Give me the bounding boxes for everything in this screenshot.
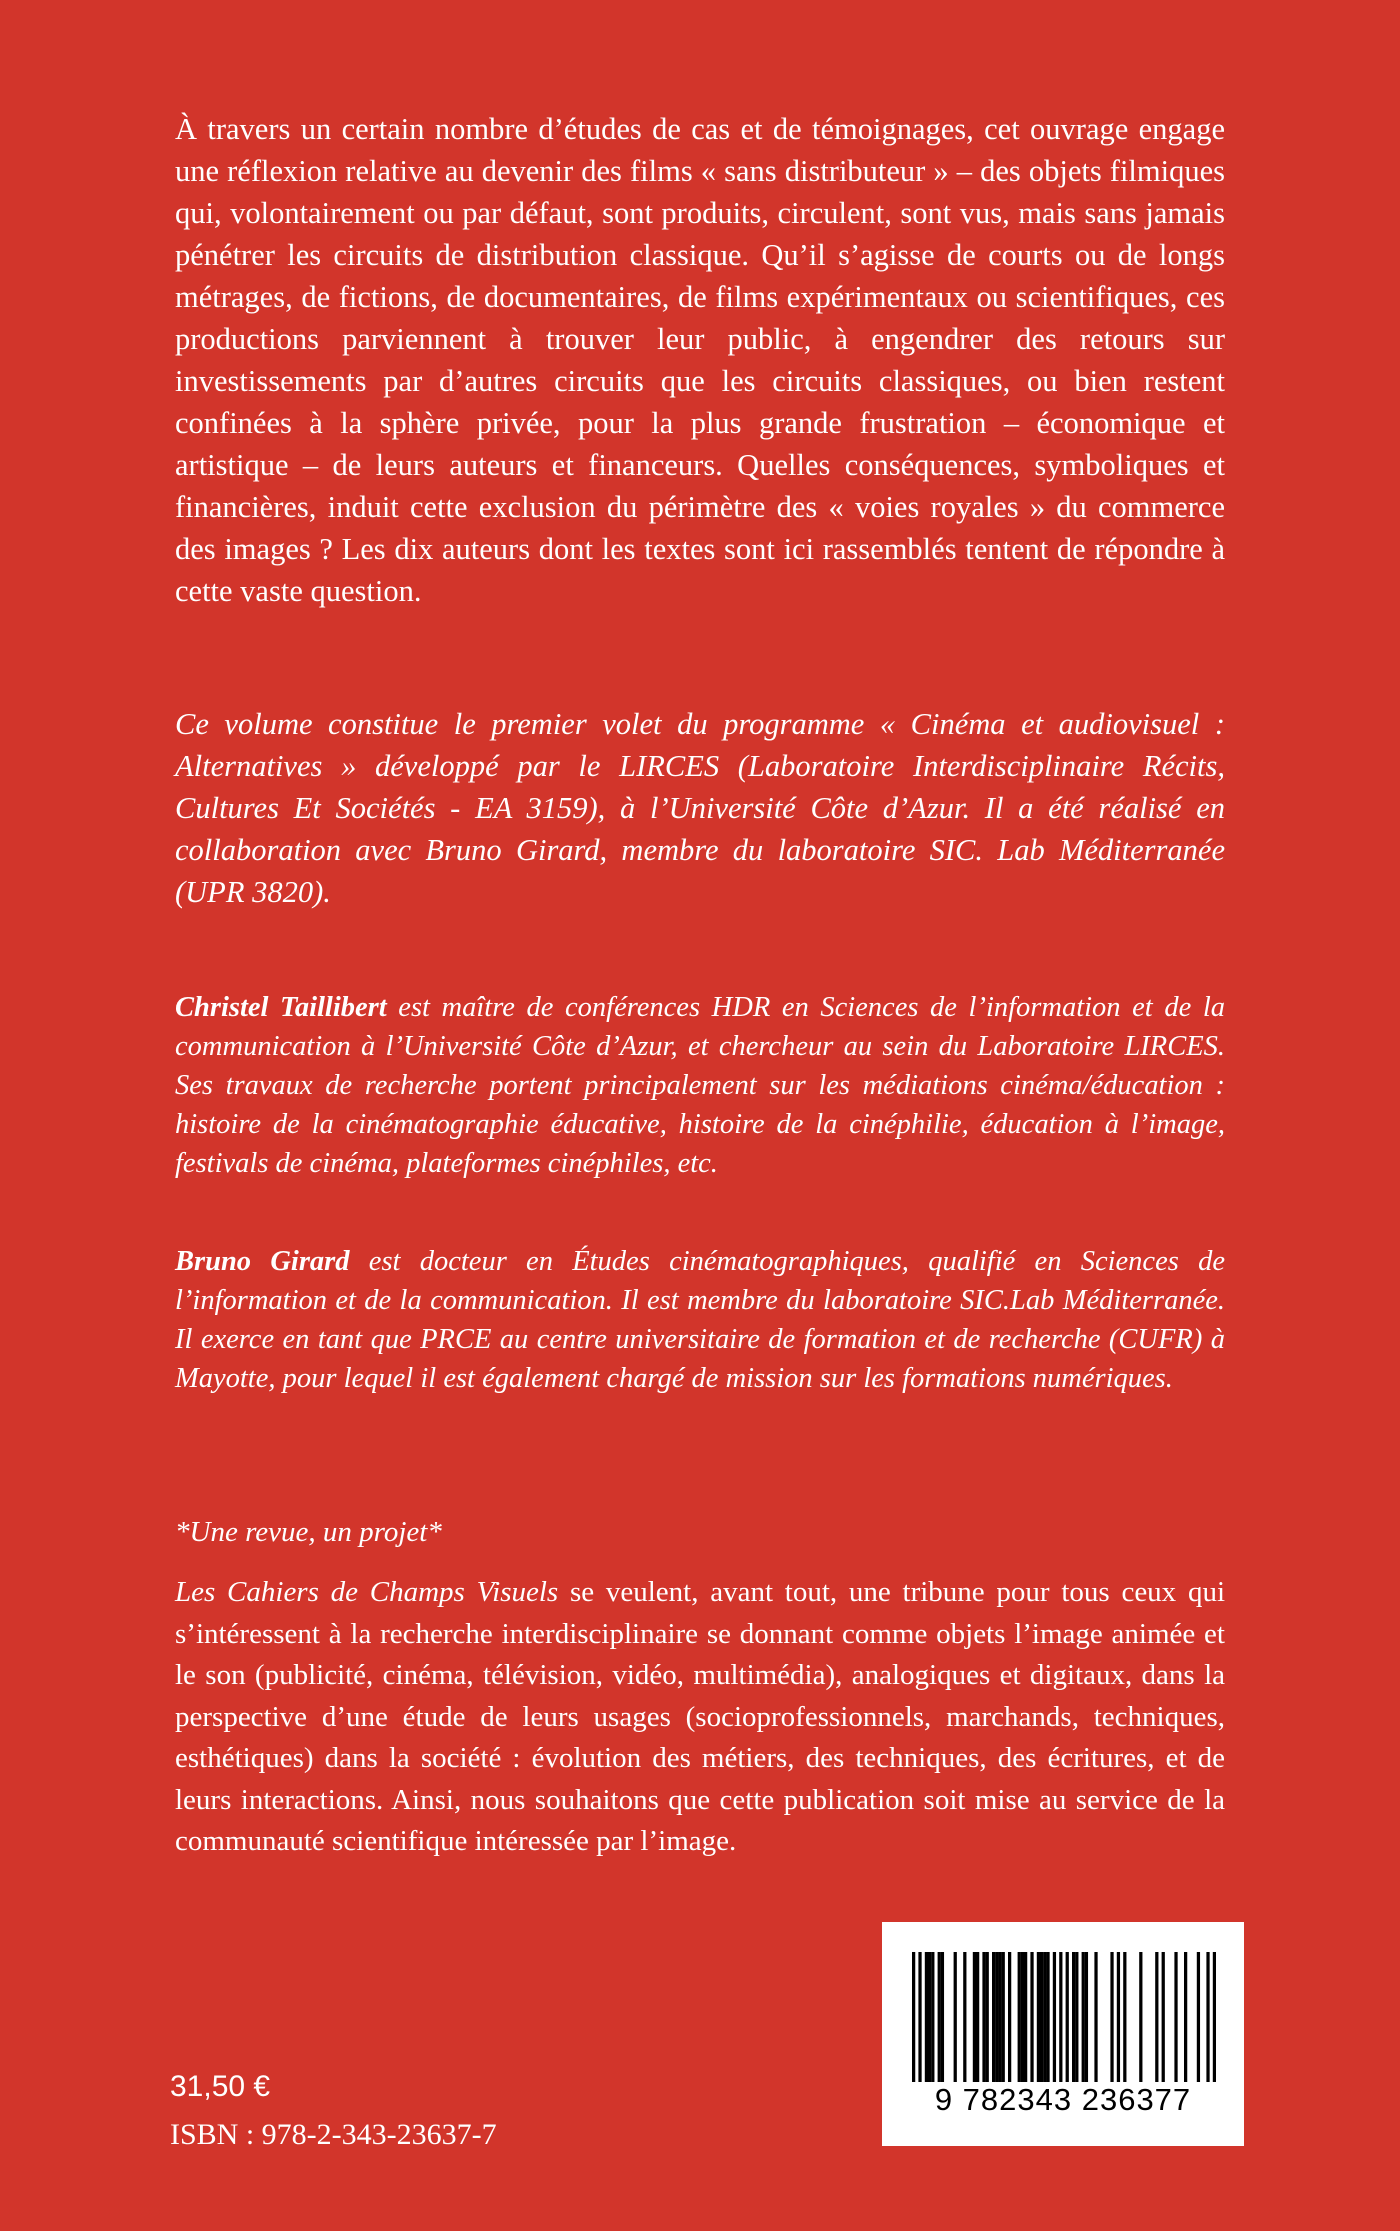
barcode-bar [931, 1952, 934, 2082]
author-name: Bruno Girard [175, 1246, 350, 1277]
barcode-bar [1094, 1952, 1097, 2082]
barcode-bar [992, 1952, 995, 2082]
author-bio-text: est maître de conférences HDR en Sciences de l’information et de la communication à l’Université Côte d’Azur, et chercheur au sein du Laboratoire LIRCES. Ses travaux de recherche portent principalement sur les médiations cinéma/éducation : histoire de la cinématographie éducative, histoire de la cinéphilie, éducation à l’image, festivals de cinéma, plateformes cinéphiles, etc. [175, 992, 1225, 1179]
barcode-bar [1046, 1952, 1049, 2082]
barcode-bar [1184, 1952, 1187, 2082]
author-bio [175, 988, 1225, 1183]
barcode-panel [882, 1922, 1244, 2146]
barcode-bar [1082, 1952, 1085, 2082]
barcode-bar [1040, 1952, 1043, 2082]
barcode-bar [1002, 1952, 1005, 2082]
journal-name: Les Cahiers de Champs Visuels [175, 1576, 559, 1608]
barcode-bar [986, 1952, 989, 2082]
barcode-bar [982, 1952, 985, 2082]
barcode-bar [925, 1952, 928, 2082]
barcode-bar [1059, 1952, 1062, 2082]
barcode-bar [1110, 1952, 1113, 2082]
barcode-bar [1072, 1952, 1075, 2082]
barcode-bar [938, 1952, 941, 2082]
barcode-bar [1037, 1952, 1040, 2082]
intro-paragraph: À travers un certain nombre d’études de cas et de témoignages, cet ouvrage engage une réflexion relative au devenir des films « sans distributeur » – des objets filmiques qui, volontairement ou par défaut, sont produits, circulent, sont vus, mais sans jamais pénétrer les circuits de distribution classique. Qu’il s’agisse de courts ou de longs métrages, de fictions, de documentaires, de films expérimentaux ou scientifiques, ces productions parviennent à trouver leur public, à engendrer des retours sur investissements par d’autres circuits que les circuits classiques, ou bien restent confinées à la sphère privée, pour la plus grande frustration – économique et artistique – de leurs auteurs et financeurs. Quelles conséquences, symboliques et financières, induit cette exclusion du périmètre des « voies royales » du commerce des images ? Les dix auteurs dont les textes sont ici rassemblés tentent de répondre à cette vaste question. [175, 112, 1225, 608]
barcode-bar [976, 1952, 979, 2082]
barcode-bar [1066, 1952, 1069, 2082]
barcode-bar [1139, 1952, 1142, 2082]
barcode-bar [1008, 1952, 1011, 2082]
price: 31,50 € [170, 2070, 271, 2103]
barcode-bar [1030, 1952, 1033, 2082]
barcode-bar [1123, 1952, 1126, 2082]
barcode-bar [1075, 1952, 1078, 2082]
barcode-bar [928, 1952, 931, 2082]
barcode-bar [973, 1952, 976, 2082]
barcode-bar [998, 1952, 1001, 2082]
author-bio-text: est docteur en Études cinématographiques, qualifié en Sciences de l’information et de la communication. Il est membre du laboratoire SIC.Lab Méditerranée. Il exerce en tant que PRCE au centre universitaire de formation et de recherche (CUFR) à Mayotte, pour lequel il est également chargé de mission sur les formations numériques. [175, 1246, 1225, 1394]
barcode-bar [1206, 1952, 1209, 2082]
revue-description [175, 1572, 1225, 1863]
barcode-bar [1043, 1952, 1046, 2082]
isbn: ISBN : 978-2-343-23637-7 [170, 2118, 497, 2151]
author-name: Christel Taillibert [175, 992, 387, 1023]
barcode-bar [1085, 1952, 1088, 2082]
barcode [912, 1952, 1216, 2082]
barcode-bar [954, 1952, 957, 2082]
barcode-bar [1021, 1952, 1024, 2082]
barcode-bar [1155, 1952, 1158, 2082]
barcode-bar [963, 1952, 966, 2082]
barcode-bar [1117, 1952, 1120, 2082]
barcode-bar [1162, 1952, 1165, 2082]
barcode-bar [1174, 1952, 1177, 2082]
author-bio [175, 1242, 1225, 1398]
revue-heading: *Une revue, un projet* [175, 1516, 442, 1548]
barcode-bar [941, 1952, 944, 2082]
barcode-bar [918, 1952, 921, 2082]
barcode-bar [1024, 1952, 1027, 2082]
barcode-bar [995, 1952, 998, 2082]
barcode-bar [1018, 1952, 1021, 2082]
barcode-bar [1197, 1952, 1200, 2082]
volume-note: Ce volume constitue le premier volet du programme « Cinéma et audiovisuel : Alternatives » développé par le LIRCES (Laboratoire Interdisciplinaire Récits, Cultures Et Sociétés - EA 3159), à l’Université Côte d’Azur. Il a été réalisé en collaboration avec Bruno Girard, membre du laboratoire SIC. Lab Méditerranée (UPR 3820). [175, 707, 1225, 909]
revue-text: se veulent, avant tout, une tribune pour tous ceux qui s’intéressent à la recherche interdisciplinaire se donnant comme objets l’image animée et le son (publicité, cinéma, télévision, vidéo, multimédia), analogiques et digitaux, dans la perspective d’une étude de leurs usages (socioprofessionnels, marchands, techniques, esthétiques) dans la société : évolution des métiers, des techniques, des écritures, et de leurs interactions. Ainsi, nous souhaitons que cette publication soit mise au service de la communauté scientifique intéressée par l’image. [175, 1576, 1225, 1857]
barcode-bar [912, 1952, 915, 2082]
barcode-bar [1053, 1952, 1056, 2082]
barcode-digits: 9 782343 236377 [934, 2082, 1192, 2117]
barcode-bar [1213, 1952, 1216, 2082]
